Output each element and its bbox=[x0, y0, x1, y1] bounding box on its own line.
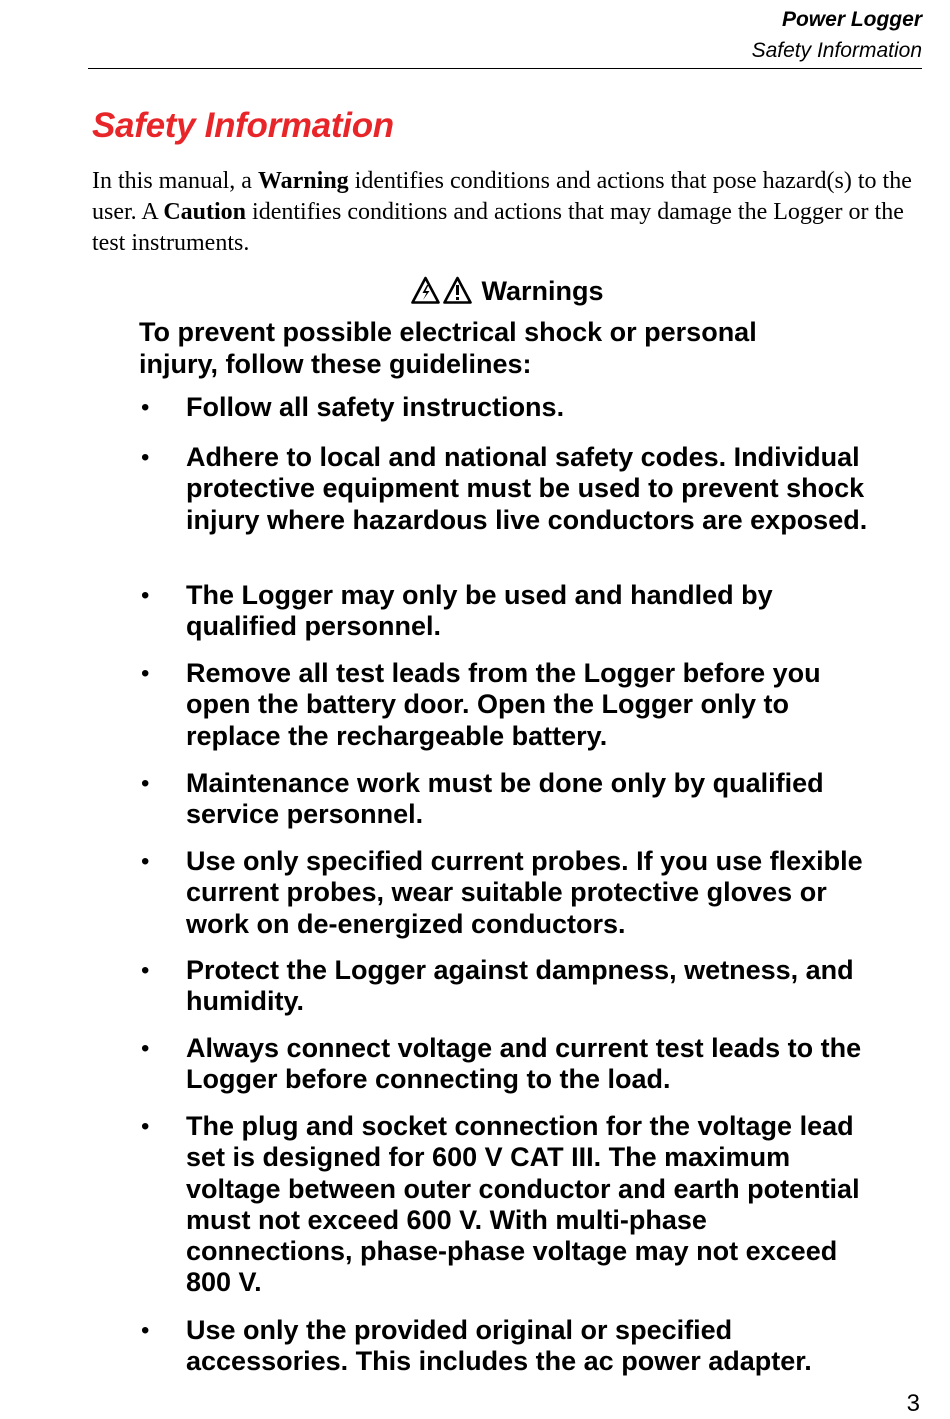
warnings-heading-label: Warnings bbox=[481, 276, 604, 306]
intro-text-2: identifies conditions and actions that pose hazard(s) to the user. A bbox=[92, 168, 912, 225]
bullet-marker: • bbox=[141, 394, 150, 421]
caution-icon bbox=[445, 278, 471, 303]
warning-item-text: Maintenance work must be done only by qualified service personnel. bbox=[186, 768, 824, 830]
bullet-marker: • bbox=[141, 957, 150, 984]
header-divider bbox=[88, 68, 922, 69]
page-number: 3 bbox=[906, 1390, 920, 1417]
warning-item-text: Remove all test leads from the Logger before you open the battery door. Open the Logger only to replace the rechargeable battery. bbox=[186, 658, 821, 751]
bullet-marker: • bbox=[141, 1035, 150, 1062]
warning-item-text: Always connect voltage and current test leads to the Logger before connecting to the load. bbox=[186, 1033, 862, 1095]
bullet-marker: • bbox=[141, 848, 150, 875]
header-product-name: Power Logger bbox=[781, 8, 922, 31]
intro-warning-term: Warning bbox=[257, 168, 349, 194]
running-header bbox=[752, 4, 922, 66]
bullet-marker: • bbox=[141, 582, 150, 609]
bullet-marker: • bbox=[141, 1317, 150, 1344]
warning-item-text: Use only specified current probes. If you use flexible current probes, wear suitable protective gloves or work on de-energized conductors. bbox=[186, 846, 863, 939]
warning-item-text: The Logger may only be used and handled by qualified personnel. bbox=[186, 580, 773, 642]
warning-item-text: Adhere to local and national safety codes. Individual protective equipment must be used to prevent shock injury where hazardous live conductors are exposed. bbox=[186, 442, 868, 535]
warning-item-text: The plug and socket connection for the voltage lead set is designed for 600 V CAT III. The maximum voltage between outer conductor and earth potential must not exceed 600 V. With multi-phase connections, phase-phase voltage may not exceed 800 V. bbox=[186, 1111, 860, 1298]
page-title: Safety Information bbox=[92, 106, 394, 145]
bullet-marker: • bbox=[141, 770, 150, 797]
bullet-marker: • bbox=[141, 1113, 150, 1140]
intro-text-3: identifies conditions and actions that may damage the Logger or the test instruments. bbox=[92, 199, 904, 256]
shock-hazard-icon bbox=[413, 278, 439, 303]
intro-text-1: In this manual, a bbox=[92, 168, 258, 194]
warning-icons-graphic bbox=[411, 276, 473, 304]
bullet-marker: • bbox=[141, 444, 150, 471]
header-section-name: Safety Information bbox=[751, 39, 922, 62]
warning-item-text: Protect the Logger against dampness, wetness, and humidity. bbox=[186, 955, 854, 1017]
bullet-marker: • bbox=[141, 660, 150, 687]
warning-icons bbox=[411, 276, 473, 311]
warnings-heading bbox=[0, 276, 950, 311]
intro-caution-term: Caution bbox=[163, 199, 247, 225]
warnings-lead-text: To prevent possible electrical shock or personal injury, follow these guidelines: bbox=[139, 317, 757, 379]
warning-item-text: Follow all safety instructions. bbox=[186, 392, 565, 422]
intro-paragraph bbox=[92, 166, 932, 259]
warning-item-text: Use only the provided original or specified accessories. This includes the ac power adapter. bbox=[186, 1315, 812, 1377]
